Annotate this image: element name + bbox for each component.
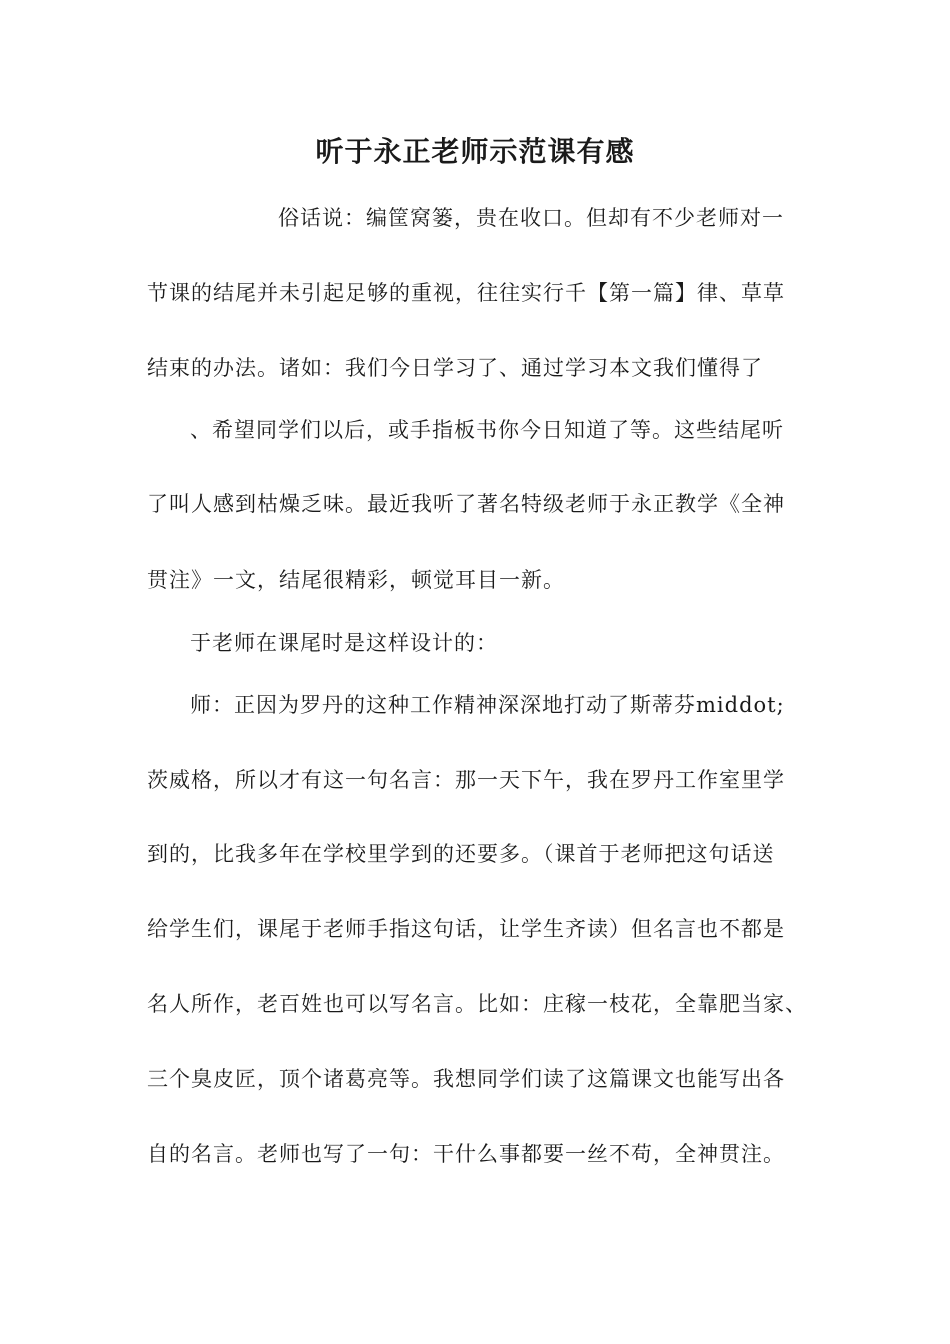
paragraph-line: 到的，比我多年在学校里学到的还要多。（课首于老师把这句话送 xyxy=(147,842,775,866)
paragraph-line: 茨威格，所以才有这一句名言：那一天下午，我在罗丹工作室里学 xyxy=(147,768,785,792)
paragraph-line: 三个臭皮匠，顶个诸葛亮等。我想同学们读了这篇课文也能写出各 xyxy=(147,1067,785,1091)
paragraph-line: 贯注》一文，结尾很精彩，顿觉耳目一新。 xyxy=(147,568,565,592)
paragraph-line: 结束的办法。诸如：我们今日学习了、通过学习本文我们懂得了 xyxy=(147,356,763,380)
paragraph-line: 给学生们，课尾于老师手指这句话，让学生齐读）但名言也不都是 xyxy=(147,917,785,941)
paragraph-line: 俗话说：编筐窝篓，贵在收口。但却有不少老师对一 xyxy=(278,206,784,230)
paragraph-line: 于老师在课尾时是这样设计的： xyxy=(190,631,498,655)
paragraph-line: 名人所作，老百姓也可以写名言。比如：庄稼一枝花，全靠肥当家、 xyxy=(147,992,807,1016)
paragraph-line: 自的名言。老师也写了一句：干什么事都要一丝不苟，全神贯注。 xyxy=(147,1142,785,1166)
document-title: 听于永正老师示范课有感 xyxy=(315,135,635,168)
paragraph-line: 师：正因为罗丹的这种工作精神深深地打动了斯蒂芬middot; xyxy=(190,693,785,717)
paragraph-line: 节课的结尾并未引起足够的重视，往往实行千【第一篇】律、草草 xyxy=(147,281,785,305)
paragraph-line: 、希望同学们以后，或手指板书你今日知道了等。这些结尾听 xyxy=(190,418,784,442)
paragraph-line: 了叫人感到枯燥乏味。最近我听了著名特级老师于永正教学《全神 xyxy=(147,492,785,516)
